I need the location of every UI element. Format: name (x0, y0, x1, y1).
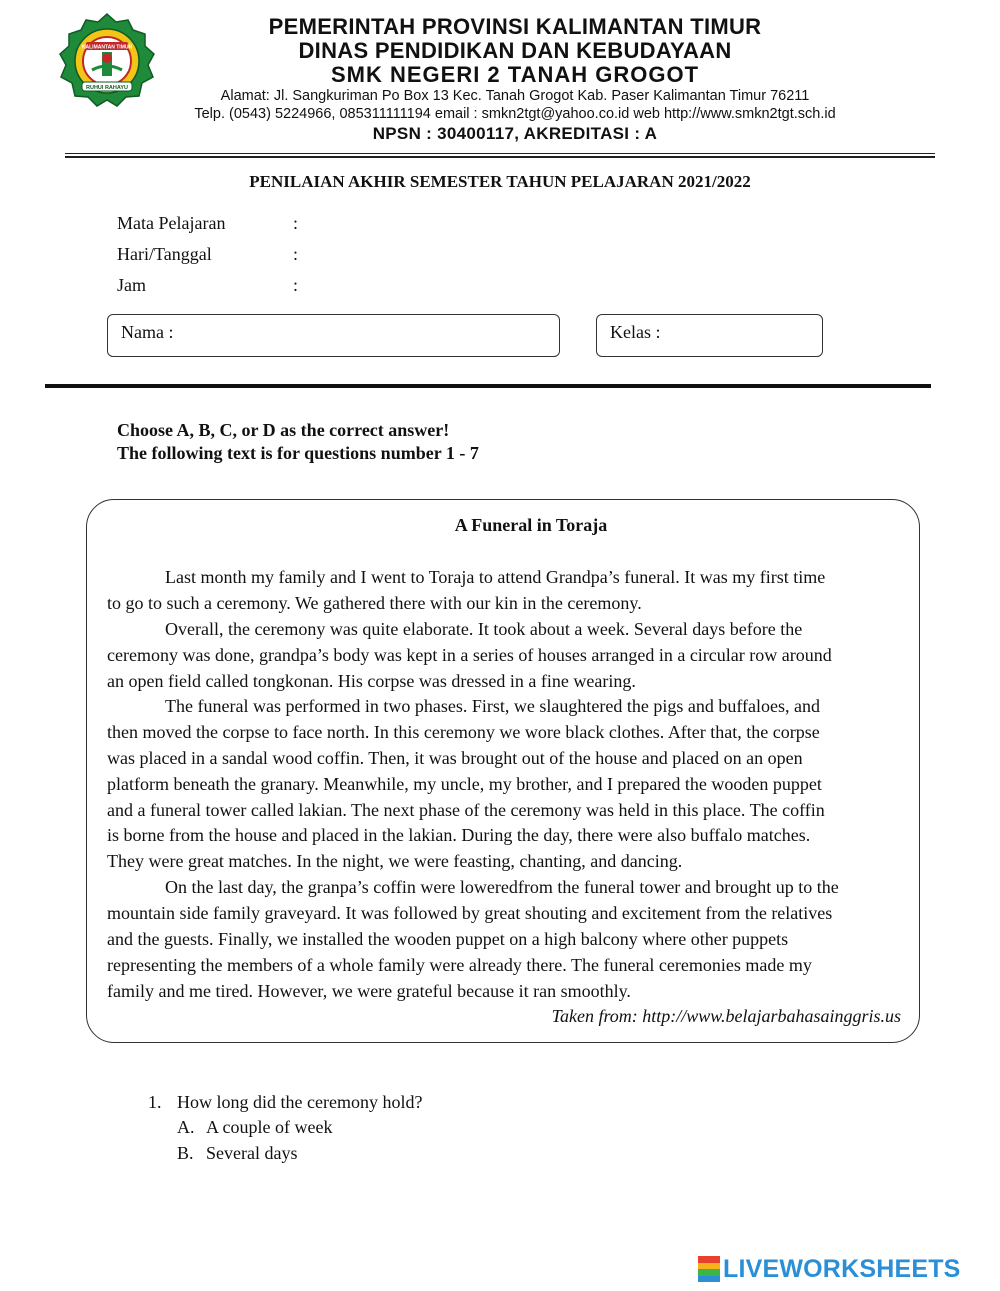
letterhead-school-name: SMK NEGERI 2 TANAH GROGOT (330, 62, 700, 87)
instruction-line-2: The following text is for questions number 1 - 7 (117, 443, 479, 463)
letterhead-contact: Telp. (0543) 5224966, 085311111194 email : smkn2tgt@yahoo.co.id web http://www.smkn2tgt.sch.id (194, 106, 836, 122)
option-b-letter[interactable]: B. (177, 1143, 194, 1163)
header-divider (45, 384, 931, 388)
option-b-text[interactable]: Several days (206, 1143, 298, 1163)
name-box (107, 314, 560, 357)
letterhead-province: PEMERINTAH PROVINSI KALIMANTAN TIMUR (268, 14, 762, 39)
passage-source: Taken from: http://www.belajarbahasainggris.us (551, 1006, 901, 1026)
field-date-label: Hari/Tanggal (117, 244, 212, 264)
liveworksheets-wordmark: LIVEWORKSHEETS (723, 1254, 961, 1283)
name-label: Nama : (121, 322, 174, 342)
passage-line: mountain side family graveyard. It was followed by great shouting and excitement from the relatives (107, 903, 833, 923)
question-text: How long did the ceremony hold? (177, 1092, 423, 1112)
letterhead-divider (65, 153, 935, 154)
option-a-text[interactable]: A couple of week (206, 1117, 333, 1137)
field-date-colon: : (293, 244, 299, 264)
passage-line: was placed in a sandal wood coffin. Then, it was brought out of the house and placed on an open (107, 748, 803, 768)
question-number: 1. (148, 1092, 162, 1112)
passage-line: representing the members of a whole family were already there. The funeral ceremonies made my (107, 955, 812, 975)
reading-title: A Funeral in Toraja (454, 515, 608, 535)
class-label: Kelas : (610, 322, 661, 342)
crest-motto-text: RUHUI RAHAYU (86, 85, 128, 91)
option-a-letter[interactable]: A. (177, 1117, 195, 1137)
field-time-colon: : (293, 275, 299, 295)
passage-line: ceremony was done, grandpa’s body was kept in a series of houses arranged in a circular row around (107, 645, 832, 665)
crest-top-text: KALIMANTAN TIMUR (81, 44, 133, 51)
class-box (596, 314, 823, 357)
passage-line: They were great matches. In the night, we were feasting, chanting, and dancing. (107, 851, 683, 871)
passage-line: On the last day, the granpa’s coffin were loweredfrom the funeral tower and brought up to the (165, 877, 839, 897)
passage-line: to go to such a ceremony. We gathered there with our kin in the ceremony. (107, 593, 642, 613)
passage-line: is borne from the house and placed in the lakian. During the day, there were also buffalo matches. (107, 825, 811, 845)
passage-line: Last month my family and I went to Toraja to attend Grandpa’s funeral. It was my first time (165, 567, 826, 587)
letterhead-department: DINAS PENDIDIKAN DAN KEBUDAYAAN (298, 38, 732, 63)
passage-line: then moved the corpse to face north. In this ceremony we wore black clothes. After that, the corpse (107, 722, 820, 742)
exam-title: PENILAIAN AKHIR SEMESTER TAHUN PELAJARAN 2021/2022 (249, 172, 751, 191)
passage-line: family and me tired. However, we were grateful because it ran smoothly. (107, 981, 631, 1001)
letterhead-npsn: NPSN : 30400117, AKREDITASI : A (372, 124, 658, 143)
letterhead-divider-thick (65, 156, 935, 158)
field-subject-colon: : (293, 213, 299, 233)
field-subject-label: Mata Pelajaran (117, 213, 226, 233)
passage-line: and the guests. Finally, we installed the wooden puppet on a high balcony where other puppets (107, 929, 789, 949)
passage-line: and a funeral tower called lakian. The next phase of the ceremony was held in this place. The coffin (107, 800, 825, 820)
passage-line: an open field called tongkonan. His corpse was dressed in a fine wearing. (107, 671, 636, 691)
field-time-label: Jam (117, 275, 146, 295)
letterhead-address: Alamat: Jl. Sangkuriman Po Box 13 Kec. Tanah Grogot Kab. Paser Kalimantan Timur 76211 (220, 88, 810, 104)
passage-line: Overall, the ceremony was quite elaborate. It took about a week. Several days before the (165, 619, 803, 639)
passage-line: platform beneath the granary. Meanwhile, my uncle, my brother, and I prepared the wooden puppet (107, 774, 822, 794)
school-crest-logo (50, 12, 165, 110)
instruction-line-1: Choose A, B, C, or D as the correct answer! (117, 420, 450, 440)
passage-line: The funeral was performed in two phases. First, we slaughtered the pigs and buffaloes, and (165, 696, 820, 716)
liveworksheets-watermark (698, 1255, 961, 1283)
liveworksheets-logo-icon (698, 1256, 720, 1282)
